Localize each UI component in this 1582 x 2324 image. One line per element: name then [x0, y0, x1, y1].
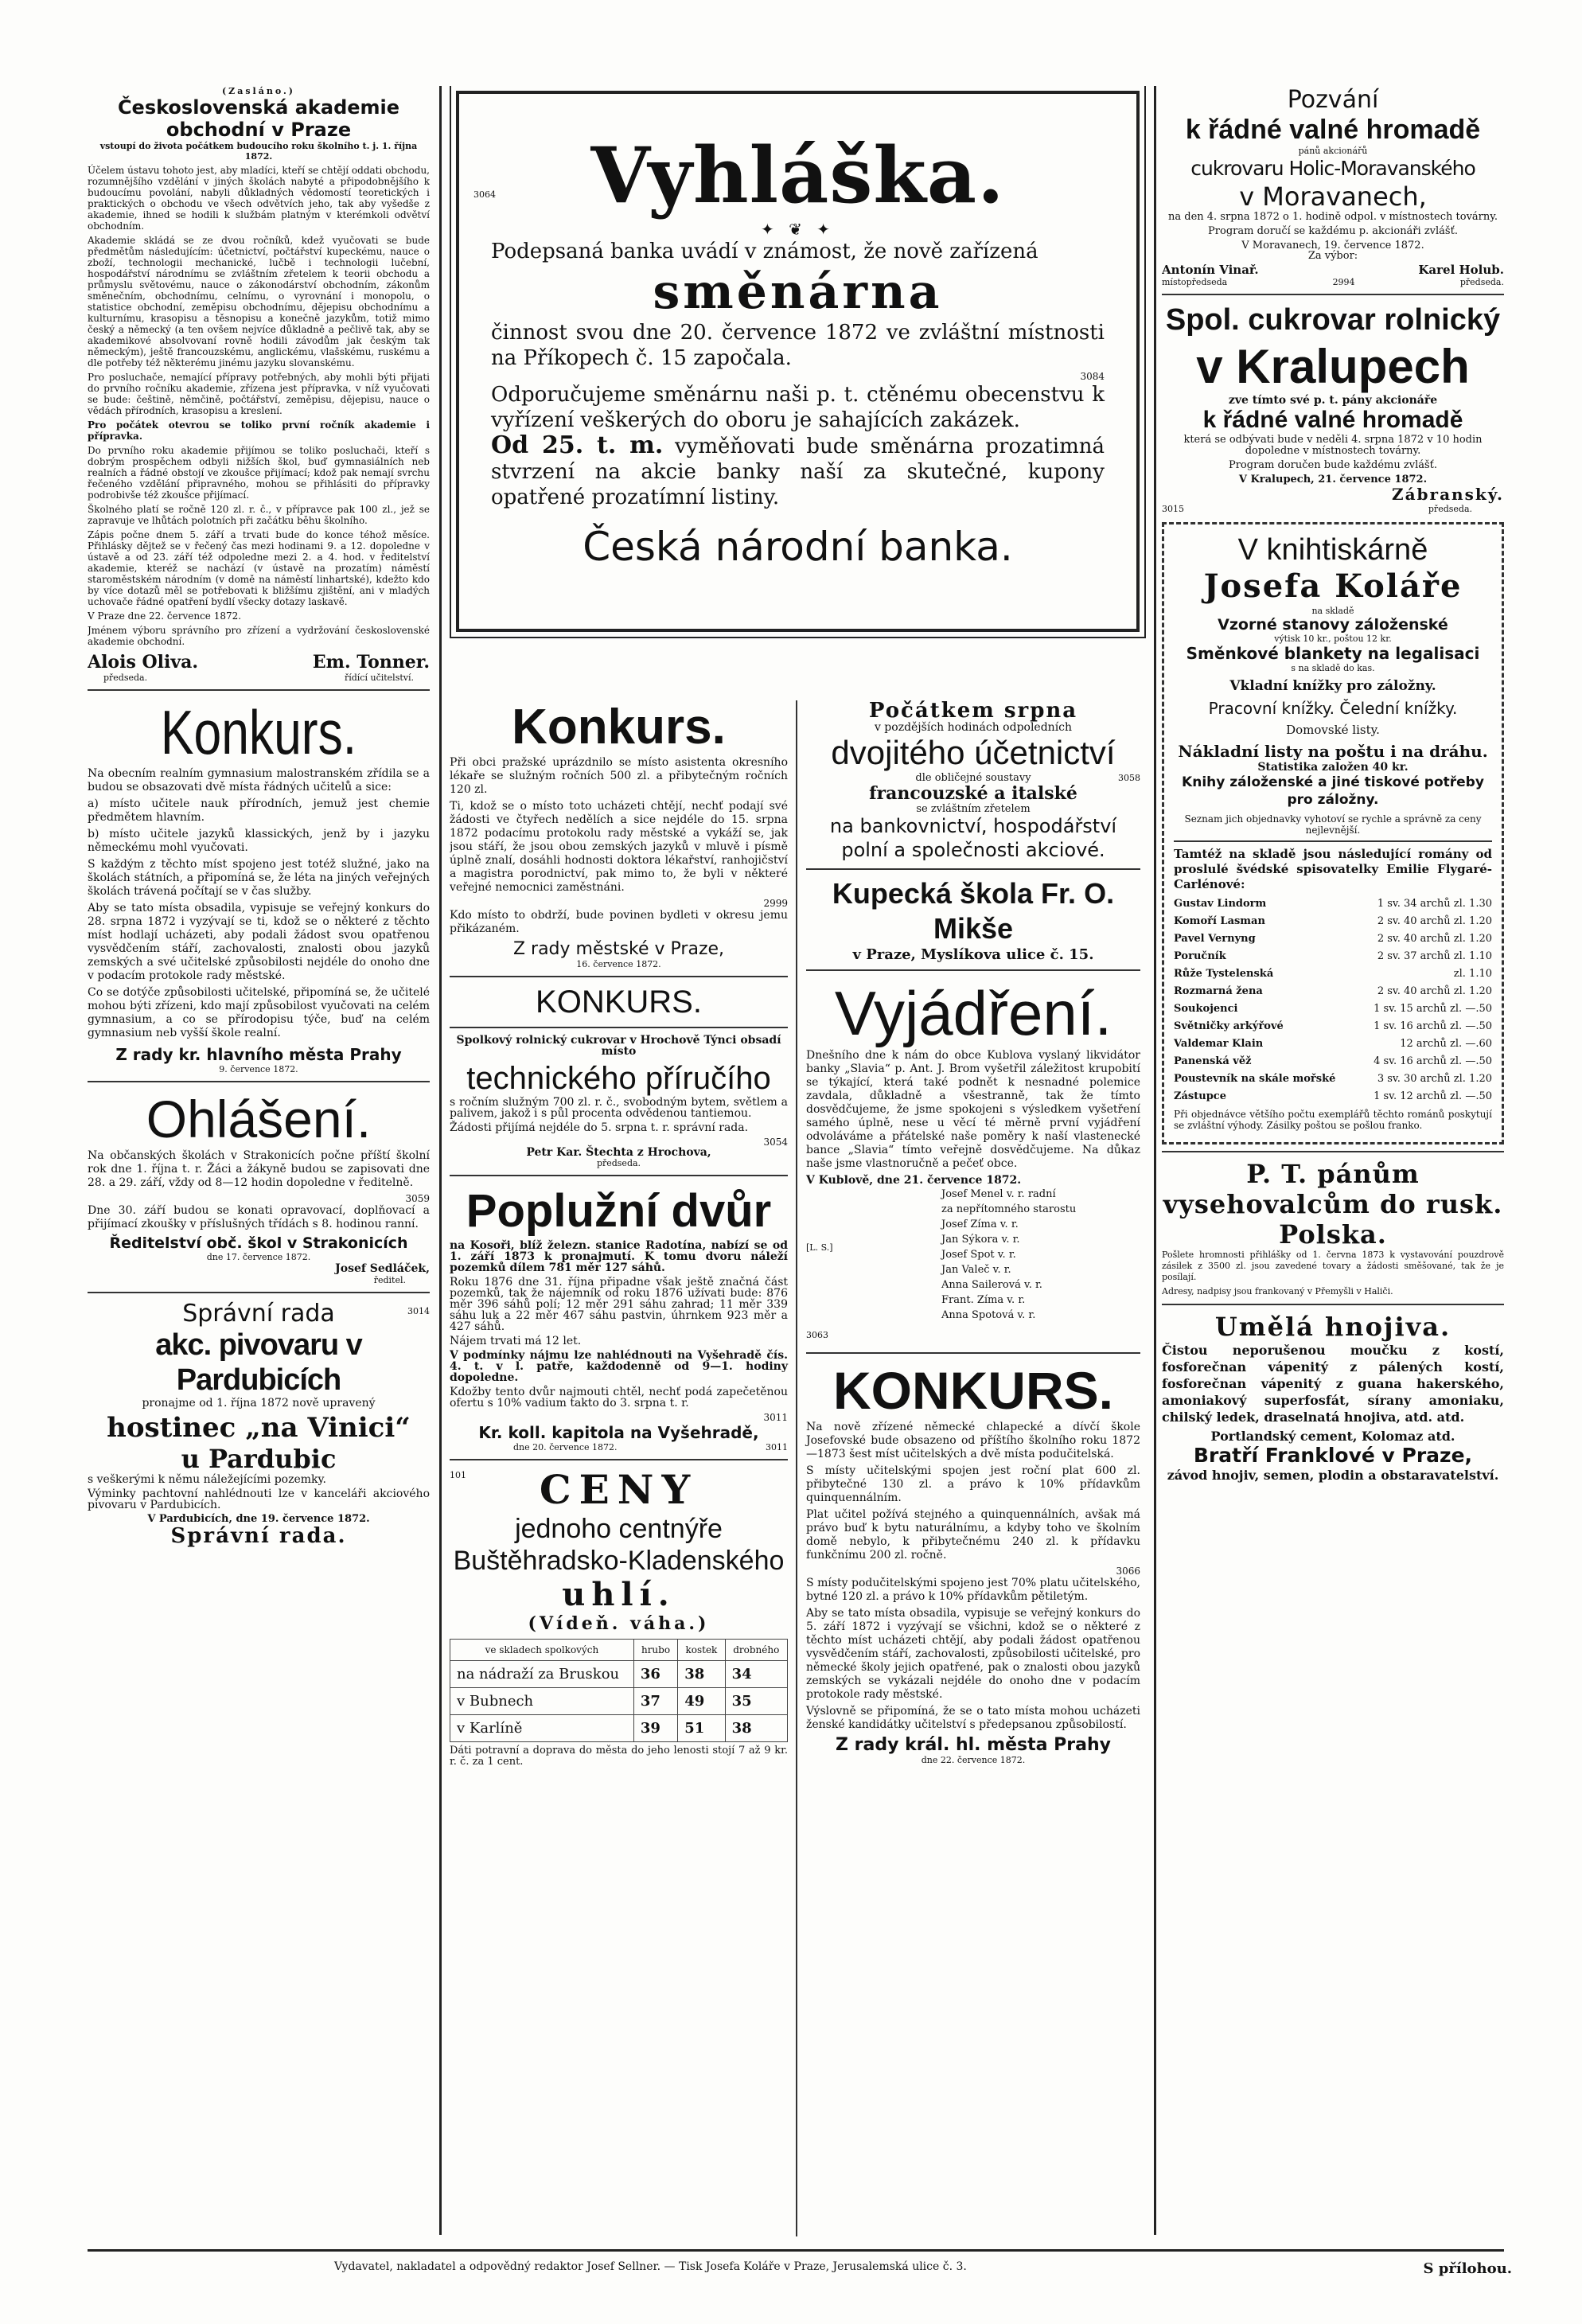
ohlaseni-paragraph: Na občanských školách v Strakonicích počne příští školní rok dne 1. října t. r. Žáci a žákyně budou se zapisovati dne 28. a 29. září, vždy od 8—12 hodin dopoledne v ředitelně. — [88, 1149, 430, 1189]
bratri-heading: Bratří Franklové v Praze, — [1193, 1444, 1473, 1467]
valna-paragraph: na den 4. srpna 1872 o 1. hodině odpol. v místnostech továrny. — [1168, 211, 1498, 223]
roman-title: Gustav Lindorm — [1174, 898, 1267, 910]
konkurs4-number: 3066 — [1116, 1566, 1140, 1577]
popluzni-signature: Kr. koll. kapitola na Vyšehradě, — [478, 1423, 759, 1442]
ohlaseni-date: dne 17. července 1872. — [206, 1252, 311, 1262]
list-item — [1174, 1070, 1492, 1088]
pocatkem-line: v pozdějších hodinách odpoledních — [874, 721, 1073, 734]
table-row — [450, 1715, 788, 1742]
konkurs4-paragraph: Plat učitel požívá stejného a quinquennálních, avšak má právo buď k bytu naturálnímu, a kdyby toho ve školním domě nebylo, k přibytečnému 240 zl. k přídavku funkčnímu 200 zl. ročně. — [806, 1508, 1140, 1562]
vyhlaska-paragraph-4 — [491, 433, 1105, 510]
roman-title: Rozmarná žena — [1174, 985, 1263, 997]
konkurs-heading: Konkurs. — [160, 697, 357, 767]
valna-date: V Moravanech, 19. července 1872. — [1241, 240, 1424, 252]
zaslano-label: (Zasláno.) — [221, 86, 296, 96]
polska-paragraph: Pošlete hromnosti přihlášky od 1. června 1873 k vystavování pouzdrově zásilek z 3500 zl. jsou zavedené tovary a žádosti směšované, tak že je posílají. — [1162, 1250, 1504, 1282]
knih-product: Vkladní knížky pro záložny. — [1229, 678, 1436, 694]
vyjadreni-heading: Vyjádření. — [834, 978, 1112, 1048]
signature-name: Em. Tonner. — [312, 652, 430, 673]
konkurs4-paragraph: S místy učitelskými spojen jest roční plat 600 zl. přibytečné 130 zl. a právo k 10% přídavkům quinquennálním. — [806, 1464, 1140, 1504]
konkurs2-date: 16. července 1872. — [576, 959, 661, 969]
pocatkem-line: se zvláštním zřetelem — [916, 803, 1031, 815]
konkurs3-number: 3054 — [763, 1137, 788, 1148]
popluzni-paragraph: Roku 1876 dne 31. října připadne však ještě značná část pozemků, tak že nájemník od roku 1876 užívati bude: 876 měr 396 sáhů polí; 12 měr 291 sáhu zahrad; 11 měr 339 sáhu luk a 22 měr 467 sáhu pastvin, úhrnkem 923 měr a 427 sáhů. — [450, 1276, 788, 1333]
academy-paragraph: Pro počátek otevrou se toliko první ročník akademie i přípravka. — [88, 419, 430, 442]
ceny-price: 49 — [678, 1688, 725, 1715]
ceny-price: 36 — [633, 1661, 677, 1688]
ceny-footnote: Dáti potravní a doprava do města do jeho lenosti stojí 7 až 9 kr. r. č. za 1 cent. — [450, 1745, 788, 1768]
roman-title: Pavel Vernyng — [1174, 933, 1256, 945]
popluzni-date: dne 20. července 1872. — [513, 1442, 618, 1452]
ohlaseni-signature: Ředitelství obč. škol v Strakonicích — [109, 1234, 408, 1252]
academy-paragraph: Do prvního roku akademie přijímou se toliko posluchači, kteří s dobrým prospěchem odbyli nižších škol, buď gymnasiálních neb realních a řádné obstojí ve zkoušce přijímací; kdož pak nemají svrchu řečeného vzdělání připravného, mohou se přihlásiti do přípravky podrobivše též zkoušce přijímací. — [88, 445, 430, 501]
ceny-head-place: ve skladech spolkových — [450, 1640, 634, 1661]
valna-signature-roles — [1162, 277, 1504, 287]
signatory: Anna Sailerová v. r. — [941, 1279, 1042, 1291]
konkurs4-heading: KONKURS. — [832, 1361, 1113, 1420]
signatory: Jan Valeč v. r. — [941, 1264, 1011, 1276]
konkurs3-heading: KONKURS. — [536, 985, 702, 1020]
ceny-head-col: hrubo — [633, 1640, 677, 1661]
pardubic-title: u Pardubic — [181, 1444, 337, 1474]
signature-role: místopředseda — [1162, 277, 1228, 287]
kralupech-heading: v Kralupech — [1196, 340, 1470, 393]
konkurs3-signature: Petr Kar. Štechta z Hrochova, — [526, 1146, 711, 1159]
ceny-price: 51 — [678, 1715, 725, 1742]
divider — [88, 1292, 430, 1293]
ceny-subtitle: jednoho centnýře Buštěhradsko-Kladenského — [453, 1514, 785, 1576]
spravni-rada-heading: Správní rada — [182, 1300, 335, 1328]
popluzni-footer — [450, 1442, 788, 1452]
roman-info: 2 sv. 40 archů zl. 1.20 — [1377, 985, 1492, 997]
kupecka-address: v Praze, Myslíkova ulice č. 15. — [852, 946, 1094, 963]
signatory: Jan Sýkora v. r. — [941, 1234, 1020, 1246]
divider — [806, 868, 1140, 870]
vyjadreni-paragraph: Dnešního dne k nám do obce Kublova vyslaný likvidátor banky „Slavia“ p. Ant. J. Brom vyšetřil záležitost krupobití se týkající, která také podnět k nesnadné polemice zavdala, důkladně a všestranně, tak že tímto dosvědčujeme, že jsme spokojeni s výsledkem vyšetření samého úplně, nese u věcí té měrně první vyjádření odvoláváme a přátelské naše poměry k naší vlastenecké bance „Slavia“ tímto veřejně dosvědčujeme. Na důkaz naše jsme vlastnoručně a pečeť obce. — [806, 1049, 1140, 1170]
konkurs-date: 9. července 1872. — [219, 1064, 298, 1074]
vyhlaska-number: 3064 — [473, 189, 496, 200]
roman-info: 1 sv. 34 archů zl. 1.30 — [1377, 898, 1492, 910]
ceny-place: na nádraží za Bruskou — [450, 1661, 634, 1688]
popluzni-number: 3011 — [763, 1412, 788, 1423]
signature-number: 2994 — [1332, 277, 1355, 287]
valna2-paragraph: Program doručen bude každému zvlášť. — [1228, 459, 1438, 471]
list-item — [1174, 1018, 1492, 1035]
vyhlaska-box — [456, 91, 1140, 632]
ohlaseni-heading: Ohlášení. — [146, 1090, 372, 1148]
roman-title: Poručník — [1174, 950, 1226, 962]
signatory: Anna Spotová v. r. — [941, 1309, 1036, 1321]
knih-line: na skladě — [1311, 606, 1354, 616]
valna2-role: předseda. — [1428, 504, 1472, 514]
knihtiskarna-box — [1162, 522, 1504, 1144]
popluzni-heading: Poplužní dvůr — [466, 1185, 772, 1237]
roman-title: Světničky arkýřové — [1174, 1020, 1284, 1032]
valna2-paragraph: která se odbývati bude v neděli 4. srpna 1872 v 10 hodin dopoledne v místnostech továrny. — [1183, 434, 1483, 457]
knih-product: Knihy záloženské a jiné tiskové potřeby pro záložny. — [1182, 774, 1484, 808]
column-right — [1162, 86, 1504, 2235]
divider — [450, 1459, 788, 1460]
konkurs2-signature: Z rady městské v Praze, — [512, 939, 725, 959]
roman-title: Růže Tystelenská — [1174, 968, 1274, 980]
ceny-heading: CENY — [539, 1466, 699, 1513]
roman-title: Valdemar Klain — [1174, 1038, 1264, 1050]
divider — [806, 969, 1140, 971]
signatory: Frant. Zíma v. r. — [941, 1294, 1026, 1306]
column-left — [88, 86, 430, 2235]
konkurs3-paragraph: Žádosti přijímá nejdéle do 5. srpna t. r. správní rada. — [450, 1121, 749, 1134]
technicky-heading: technického příručího — [466, 1061, 771, 1096]
ceny-ad — [450, 1467, 788, 1513]
konkurs-paragraph: a) místo učitele nauk přírodních, jemuž jest chemie předmětem hlavním. — [88, 797, 430, 824]
roman-info: 2 sv. 40 archů zl. 1.20 — [1377, 915, 1492, 927]
valna2-date: V Kralupech, 21. července 1872. — [1238, 474, 1428, 485]
roman-info: zl. 1.10 — [1453, 968, 1492, 980]
konkurs3-paragraph: Spolkový rolnický cukrovar v Hrochově Týnci obsadí místo — [456, 1034, 781, 1058]
knih-heading: V knihtiskárně — [1237, 533, 1428, 567]
signature-role: předseda. — [103, 673, 148, 683]
roman-title: Zástupce — [1174, 1090, 1226, 1102]
knih-line: s na skladě do kas. — [1291, 663, 1375, 673]
konkurs3-paragraph: s ročním služným 700 zl. r. č., svobodným bytem, světlem a palivem, jakož i s půl procenta odvědenou tantiemou. — [450, 1096, 788, 1120]
ceny-table-header — [450, 1640, 788, 1661]
popluzni-paragraph: Nájem trvati má 12 let. — [450, 1335, 582, 1347]
pivovar-paragraph: pronajme od 1. října 1872 nově upravený — [142, 1397, 376, 1410]
hnojiva-heading: Umělá hnojiva. — [1214, 1312, 1451, 1342]
valna-paragraph: Program doručí se každému p. akcionáři zvlášť. — [1208, 225, 1458, 237]
valna2-footer — [1162, 504, 1504, 514]
valna2-heading: k řádné valné hromadě — [1202, 407, 1463, 433]
pivovar-title: akc. pivovaru v Pardubicích — [155, 1328, 362, 1397]
academy-paragraph: Pro posluchače, nemající přípravy potřebných, aby mohli býti přijati do prvního ročníku akademie, zřízena jest přípravka, v níž vyučovati se bude: češtině, němčině, počtářství, zeměpisu, dějepisu, nauce o vědách přírodních, krasopisu a kreslení. — [88, 372, 430, 416]
divider — [450, 1027, 788, 1028]
konkurs-paragraph: b) místo učitele jazyků klassických, jenž by i jazyku německému mohl vyučovati. — [88, 828, 430, 854]
signature-role: řídící učitelství. — [344, 673, 414, 683]
divider — [88, 689, 430, 691]
hnojiva-paragraph: Čistou neporušenou moučku z kostí, fosforečnan vápenitý z pálených kostí, fosforečnan vápenitý z guana hakerského, amoniakový superfosfát, sírany amoniaku, chilský ledek, draselnatá hnojiva, atd. atd. — [1162, 1343, 1504, 1425]
knih-line: výtisk 10 kr., poštou 12 kr. — [1274, 634, 1392, 644]
ceny-place: v Bubnech — [450, 1688, 634, 1715]
konkurs-paragraph: Na obecním realním gymnasium malostranském zřídila se a budou se obsazovati dvě místa řádných učitelů a sice: — [88, 767, 430, 794]
knih-note: Seznam jich objednavky vyhotoví se rychle a správně za ceny nejlevnější. — [1184, 813, 1482, 836]
academy-paragraph: Zápis počne dnem 5. září a trvati bude do konce téhož měsíce. Přihlásky dějtež se v řečený čas mezi hodinami 9. a 12. dopoledne v ústavě a od 23. září též odpoledne mezi 2. a 4. hod. v ředitelství akademie, kteréž se nachází (v ústavě na prozatím) náměstí staroměstském národním (v domě na náměstí linhartské), kdežto kdo by více dotazů měl se potřebovati k bližšímu zjištění, ani v mladých uchovače řádné opatření bydlí všecky dotazy laskavě. — [88, 529, 430, 607]
table-row — [450, 1661, 788, 1688]
divider — [88, 1081, 430, 1082]
konkurs2-paragraph: Ti, kdož se o místo toto ucházeti chtějí, nechť podají své žádosti ve čtyřech nedělích a sice nejdéle do 15. srpna 1872 podacímu protokolu rady městské a vykáží se, jak jsou stáří, že jsou obou zemských jazyků v mluvě i písmě úplně znalí, dosáhli hodnosti doktora lékařství, ranhojičství a magistra porodnictví, pak mimo to, že byli v některé veřejné nemocnici zaměstnáni. — [450, 800, 788, 894]
konkurs-paragraph: Aby se tato místa obsadila, vypisuje se veřejný konkurs do 28. srpna 1872 i vyzývají se ti, kdož se o některé z těchto míst hodlají ucházeti, aby podali žádost svou opatřenou vysvědčením stáří, zachovalosti, znalosti obou jazyků zemských a své učitelské způsobilosti nejdéle do onoho dne v podacím protokole rady městské. — [88, 902, 430, 982]
divider — [1174, 840, 1492, 842]
knih-product: Statistika založen 40 kr. — [1257, 761, 1409, 774]
roman-info: 3 sv. 30 archů zl. 1.20 — [1377, 1073, 1492, 1085]
column-rule-left — [439, 86, 442, 2235]
list-item — [1174, 930, 1492, 948]
list-item — [1174, 1035, 1492, 1053]
ceny-place: v Karlíně — [450, 1715, 634, 1742]
list-item — [1174, 1000, 1492, 1018]
valna2-number: 3015 — [1162, 504, 1184, 514]
ohlaseni-name: Josef Sedláček, — [335, 1262, 430, 1275]
konkurs4-paragraph: S místy podučitelskými spojeno jest 70% platu učitelského, bytné 120 zl. a právo k 10% přídavkům pětiletým. — [806, 1577, 1140, 1603]
bank-signature: Česká národní banka. — [583, 524, 1013, 570]
knih-name: Josefa Koláře — [1203, 567, 1463, 605]
kupecka-heading: Kupecká škola Fr. O. Mikše — [832, 877, 1115, 945]
pivovar-signature: Správní rada. — [170, 1524, 347, 1548]
roman-info: 1 sv. 16 archů zl. —.50 — [1374, 1020, 1492, 1032]
academy-signatures — [88, 652, 430, 673]
konkurs4-paragraph: Na nově zřízené německé chlapecké a dívčí škole Josefovské bude obsazeno od příštího školního roku 1872—1873 šest míst učitelských a dvě místa podučitelská. — [806, 1421, 1140, 1460]
knih-product: Nákladní listy na poštu i na dráhu. — [1178, 742, 1488, 761]
pocatkem-course: dvojitého účetnictví — [831, 734, 1116, 771]
academy-signature-roles — [88, 673, 430, 683]
list-item — [1174, 983, 1492, 1000]
ceny-price: 34 — [725, 1661, 787, 1688]
konkurs3-role: předseda. — [596, 1158, 641, 1168]
signatory: Josef Zíma v. r. — [941, 1219, 1019, 1230]
pivovar-paragraph: Výminky pachtovní nahlédnouti lze v kanceláři akciového pivovaru v Pardubicích. — [88, 1488, 430, 1511]
ceny-head-col: kostek — [678, 1640, 725, 1661]
knih-product: Vzorné stanovy záloženské — [1218, 616, 1448, 634]
popluzni-paragraph: V podmínky nájmu lze nahlédnouti na Vyšehradě čís. 4. t. v l. patře, každodenně od 9—1. hodiny dopoledne. — [450, 1349, 788, 1384]
academy-paragraph: Školného platí se ročně 120 zl. r. č., v přípravce pak 100 zl., jež se zapravuje ve lhůtách polotních při začátku běhu školního. — [88, 504, 430, 526]
list-item — [1174, 1053, 1492, 1070]
ceny-vaha: (Vídeň. váha.) — [528, 1613, 710, 1634]
popluzni-paragraph: Kdožby tento dvůr najmouti chtěl, nechť podá zapečetěnou ofertu s 10% vadium takto do 3. srpna t. r. — [450, 1386, 788, 1410]
vyhlaska-paragraph: Odporučujeme směnárnu naši p. t. ctěnému obecenstvu k vyřízení veškerých do oboru je sahajících zakázek. — [491, 383, 1105, 432]
valna-signatures — [1162, 263, 1504, 277]
list-item — [1174, 913, 1492, 930]
divider — [450, 1175, 788, 1176]
supplement-note: S přílohou. — [1423, 2260, 1512, 2277]
spravni-number: 3014 — [407, 1306, 430, 1316]
pozvani-heading: Pozvání — [1287, 86, 1379, 114]
pivovar-paragraph: s veškerými k němu náležejícími pozemky. — [88, 1473, 327, 1486]
pocatkem-row — [806, 773, 1140, 783]
konkurs4-signature: Z rady král. hl. města Prahy — [836, 1735, 1111, 1755]
smenarna-heading: směnárna — [653, 264, 943, 320]
signatory: Josef Menel v. r. radní — [941, 1188, 1056, 1200]
knih-product: Domovské listy. — [1286, 723, 1380, 737]
valna2-signature: Zábranský. — [1392, 485, 1504, 504]
divider — [1162, 1304, 1504, 1305]
divider — [806, 1352, 1140, 1354]
vyhlaska-date-bold: Od 25. t. m. — [491, 431, 664, 459]
footer-rule — [88, 2249, 1504, 2252]
vyhlaska-paragraph: činnost svou dne 20. července 1872 ve zvláštní místnosti na Příkopech č. 15 započala. — [491, 321, 1105, 370]
romany-intro: Tamtéž na skladě jsou následující romány od proslulé švédské spisovatelky Emilie Flygaré-Carlénové: — [1174, 847, 1492, 891]
romany-note: Při objednávce většího počtu exemplářů těchto románů poskytují se zvláštní výhody. Zásilky poštou se pošlou franko. — [1174, 1109, 1492, 1131]
roman-title: Poustevník na skále mořské — [1174, 1073, 1336, 1085]
signatory: Josef Spot v. r. — [941, 1249, 1016, 1261]
konkurs4-date: dne 22. července 1872. — [921, 1755, 1026, 1765]
konkurs2-paragraph: Kdo místo to obdrží, bude povinen bydleti v okresu jemu přikázaném. — [450, 909, 788, 935]
popluzni-paragraph: na Kosoři, blíž železn. stanice Radotína, nabízí se od 1. září 1873 k pronajmutí. K tomu dvoru náleží pozemků dílem 781 měr 127 sáhů. — [450, 1239, 788, 1274]
pocatkem-heading: Počátkem srpna — [868, 699, 1078, 723]
moravanech-line: v Moravanech, — [1239, 181, 1427, 212]
roman-info: 12 archů zl. —.60 — [1400, 1038, 1492, 1050]
ornament-divider: ✦ ❦ ✦ — [761, 220, 835, 239]
hostinec-title: hostinec „na Vinici“ — [107, 1412, 411, 1444]
ceny-price: 38 — [725, 1715, 787, 1742]
academy-subtitle: vstoupí do života počátkem budoucího roku školního t. j. 1. října 1872. — [99, 141, 418, 162]
roman-info: 1 sv. 15 archů zl. —.50 — [1374, 1003, 1492, 1015]
list-item — [1174, 948, 1492, 965]
valna2-paragraph: zve tímto své p. t. pány akcionáře — [1228, 394, 1438, 407]
vyjadreni-signatures — [806, 1187, 1140, 1346]
vyhlaska-number-2: 3084 — [1080, 371, 1105, 382]
valna-vybor: Za výbor: — [1307, 250, 1358, 262]
konkurs-signature: Z rady kr. hlavního města Prahy — [115, 1045, 402, 1064]
table-row — [450, 1688, 788, 1715]
pocatkem-line: dle obličejné soustavy — [915, 772, 1031, 784]
imprint-footer — [334, 2260, 1512, 2277]
divider — [450, 976, 788, 977]
vyjadreni-place: V Kublově, dne 21. července 1872. — [806, 1174, 1022, 1187]
konkurs2-heading: Konkurs. — [512, 700, 726, 755]
roman-title: Komoří Lasman — [1174, 915, 1265, 927]
spol-heading: Spol. cukrovar rolnický — [1165, 303, 1501, 337]
konkurs4-paragraph: Výslovně se připomíná, že se o tato místa mohou ucházeti ženské kandidátky učitelství s předepsanou způsobilostí. — [806, 1705, 1140, 1731]
academy-paragraph: Akademie skládá se ze dvou ročníků, kdež vyučovati se bude předmětům následujícím: účetnictví, počtářství kupeckému, nauce o zboží, technologii mechanické, lučbě i technologii lučební, hospodářství národnímu se zvláštním zřetelem k teorii obchodu a průmyslu světovému, nauce o zákonodárství obchodním, zákonům směnečním, obchodnímu, celnímu, o vyrovnání i monopolu, o statistice obchodní, zeměpisu obchodnímu, dějepisu obchodnímu a kulturnímu, krasopisu a těsnopisu a konečně jazykům, totiž mimo český a německý (a ten ovšem nejvíce důkladně a pečlivě tak, aby se akademikové absolvovaní rovně hodili závodům jak českým tak německým), ještě francouzskému, anglickému, vlašskému, ruskému a dle potřeby též některému jinému jazyku slovanskému. — [88, 235, 430, 368]
roman-title: Panenská věž — [1174, 1055, 1252, 1067]
polska-heading: P. T. pánům vysehovalcům do rusk. Polska. — [1163, 1159, 1503, 1250]
list-item — [1174, 965, 1492, 983]
romany-list — [1174, 895, 1492, 1105]
signature-name: Karel Holub. — [1418, 263, 1504, 277]
signature-name: Alois Oliva. — [88, 652, 199, 673]
vyhlaska-heading: Vyhláška. — [590, 131, 1005, 220]
konkurs4-paragraph: Aby se tato místa obsadila, vypisuje se veřejný konkurs do 5. září 1872 i vyzývají se všichni, kdož se o některé z těchto míst ucházeti chtějí, aby podali žádost opatřenou vysvědčením stáří, zachovalosti, způsobilosti učitelské, pro německé školy jejich opatřené, pak o znalosti obou jazyků zemských se vykázali nejdéle do onoho dne v podacím protokole rady městské. — [806, 1607, 1140, 1701]
pivovar-ad — [88, 1300, 430, 1328]
valna-heading: k řádné valné hromadě — [1185, 115, 1481, 145]
ceny-table — [450, 1639, 788, 1742]
ceny-price: 39 — [633, 1715, 677, 1742]
konkurs-paragraph: Co se dotýče způsobilosti učitelské, připomíná se, že učitelé mohou býti zřízeni, kdo mají způsobilost vyučovati na celém gymnasium, a co se přírodopisu týče, buď na celém gymnasium neb vyšší škole realní. — [88, 986, 430, 1039]
signature-name: Antonín Vinař. — [1162, 263, 1259, 277]
middle-left-subcolumn — [450, 699, 788, 1771]
divider — [1162, 294, 1504, 295]
signature-role: předseda. — [1459, 277, 1504, 287]
ohlaseni-role: ředitel. — [373, 1275, 406, 1285]
column-rule-right — [1154, 86, 1156, 2235]
roman-info: 1 sv. 12 archů zl. —.50 — [1374, 1090, 1492, 1102]
vyjadreni-seal: [L. S.] — [806, 1242, 833, 1253]
divider — [1162, 1151, 1504, 1152]
ceny-price: 37 — [633, 1688, 677, 1715]
zavod-line: závod hnojiv, semen, plodin a obstaravatelství. — [1167, 1468, 1499, 1483]
portland-line: Portlandský cement, Kolomaz atd. — [1210, 1429, 1455, 1444]
ceny-price: 38 — [678, 1661, 725, 1688]
roman-info: 2 sv. 40 archů zl. 1.20 — [1377, 933, 1492, 945]
polska-paragraph: Adresy, nadpisy jsou frankovaný v Přemyšli v Haliči. — [1162, 1286, 1393, 1297]
pocatkem-course: francouzské a italské — [869, 783, 1077, 804]
akcionaru-line: pánů akcionářů — [1298, 146, 1368, 156]
academy-date: V Praze dne 22. července 1872. — [88, 610, 242, 622]
knih-product: Směnkové blankety na legalisaci — [1186, 644, 1480, 663]
pivovar-date: V Pardubicích, dne 19. července 1872. — [147, 1513, 370, 1525]
list-item — [1174, 895, 1492, 913]
roman-info: 4 sv. 16 archů zl. —.50 — [1374, 1055, 1492, 1067]
vyjadreni-names — [941, 1187, 1076, 1323]
middle-right-subcolumn — [806, 699, 1140, 1765]
signatory: za nepřítomného starostu — [941, 1203, 1077, 1215]
column-middle — [450, 86, 1146, 2235]
ceny-price: 35 — [725, 1688, 787, 1715]
academy-committee: Jménem výboru správního pro zřízení a vydržování československé akademie obchodní. — [88, 625, 430, 647]
knih-product: Pracovní knížky. Čelední knížky. — [1208, 699, 1458, 718]
konkurs2-paragraph: Při obci pražské uprázdnilo se místo asistenta okresního lékaře se služným ročních 500 zl. a přibytečným ročních 120 zl. — [450, 756, 788, 796]
ceny-head-col: drobného — [725, 1640, 787, 1661]
roman-title: Soukojenci — [1174, 1003, 1238, 1015]
pocatkem-number: 3058 — [1118, 773, 1140, 783]
pocatkem-course: na bankovnictví, hospodářství polní a společnosti akciové. — [829, 815, 1117, 861]
cukrovar-line: cukrovaru Holic-Moravanského — [1190, 157, 1475, 180]
konkurs2-number: 2999 — [763, 898, 788, 909]
academy-title: Československá akademie obchodní v Praze — [117, 96, 400, 141]
ohlaseni-paragraph: Dne 30. září budou se konati opravovací, doplňovací a přijímací zkoušky v příslušných třídách s 8. hodinou ranní. — [88, 1204, 430, 1230]
ceny-number: 101 — [450, 1470, 466, 1480]
roman-info: 2 sv. 37 archů zl. 1.10 — [1377, 950, 1492, 962]
ceny-uhli: uhlí. — [562, 1576, 676, 1613]
popluzni-number-2: 3011 — [766, 1442, 788, 1452]
ohlaseni-number: 3059 — [405, 1193, 430, 1204]
academy-paragraph: Účelem ústavu tohoto jest, aby mladíci, kteří se chtějí oddati obchodu, rozumnějšího vzdělání v jiných školách nabyté a připodobnějšího k budoucímu povolání, nabyli důkladných vědomostí teoretických i praktických o obchodu ve všech odvětvích jeho, tak aby vyšedše z akademie, ihned se hodili k službám platným v kterémkoli odvětví obchodním. — [88, 165, 430, 232]
list-item — [1174, 1088, 1492, 1105]
imprint-text: Vydavatel, nakladatel a odpovědný redaktor Josef Sellner. — Tisk Josefa Koláře v Praze, Jerusalemská ulice č. 3. — [334, 2260, 967, 2273]
vyhlaska-paragraph-text: vyměňovati bude směnárna prozatimná stvrzení na akcie banky naší za skutečné, kupony opatřené prozatímní listiny. — [491, 435, 1105, 509]
vyjadreni-number: 3063 — [806, 1330, 828, 1340]
konkurs-paragraph: S každým z těchto míst spojeno jest totéž služné, jako na školách státních, a připomíná se, že léta na jiných veřejných školách trávená počítají se v čas služby. — [88, 858, 430, 898]
vyhlaska-paragraph: Podepsaná banka uvádí v známost, že nově zařízená — [491, 240, 1038, 263]
